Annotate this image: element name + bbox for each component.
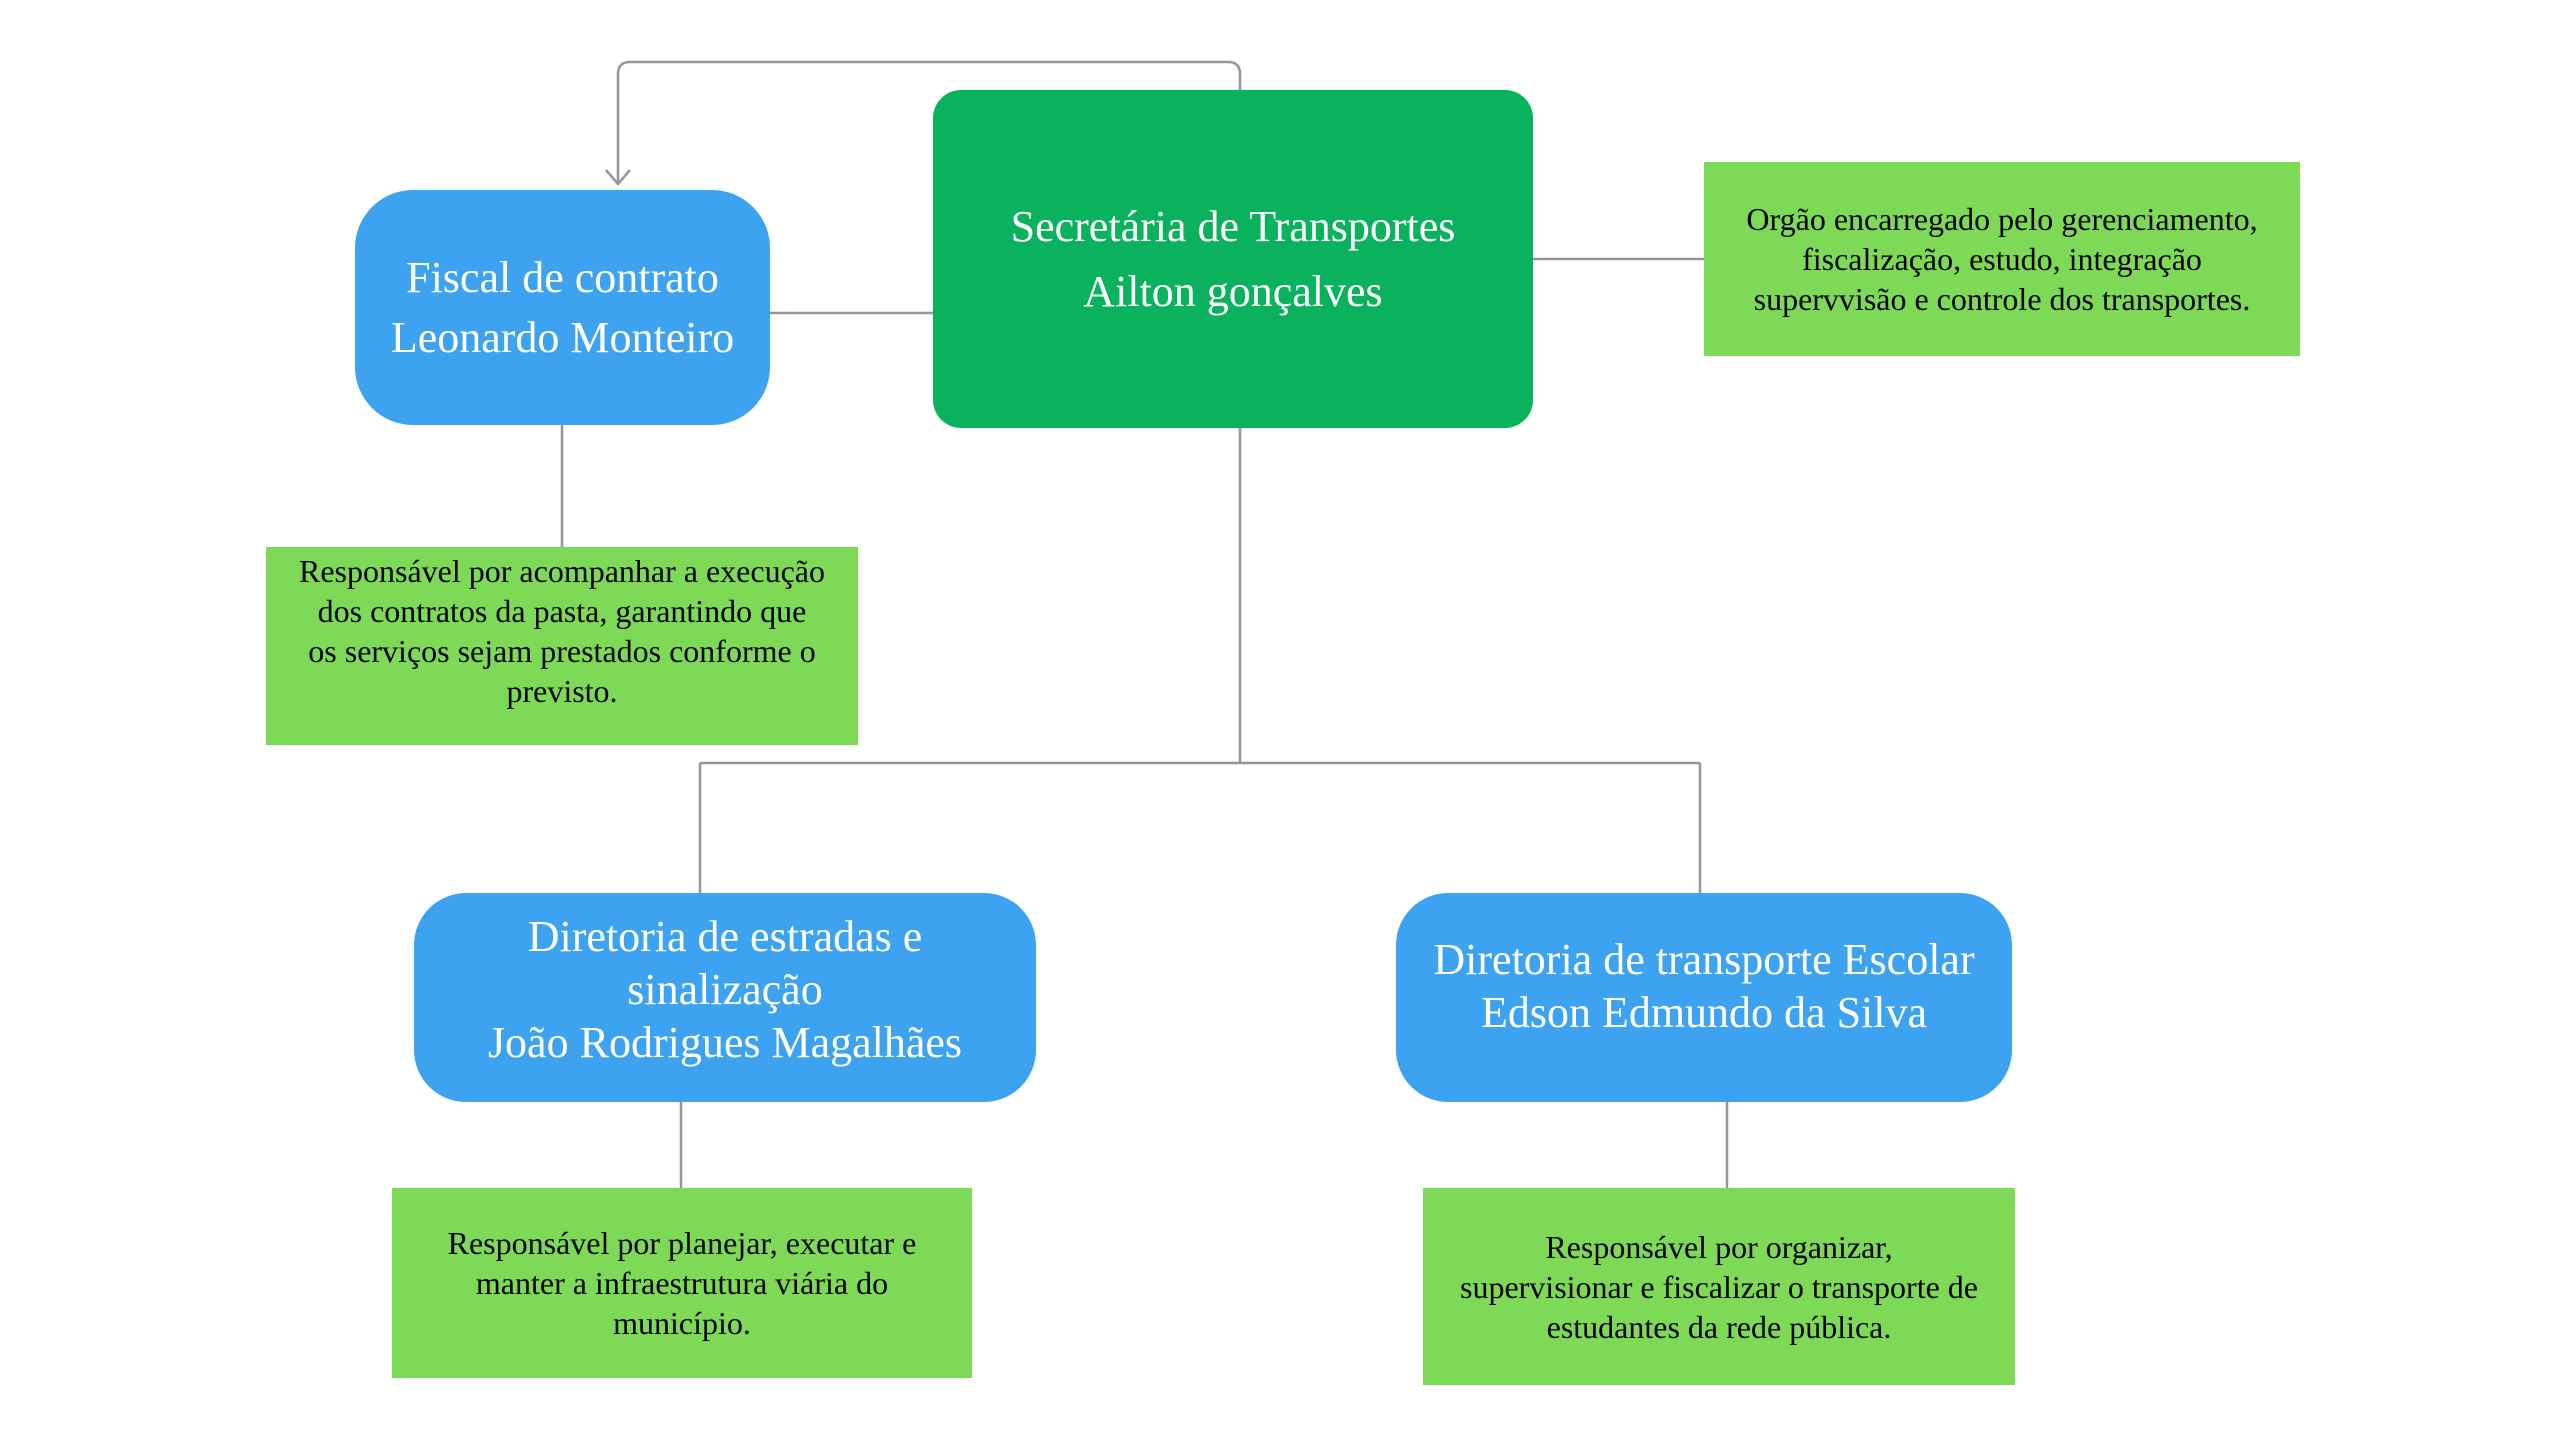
text-line: supervvisão e controle dos transportes. [1753, 281, 2251, 317]
text-line: fiscalização, estudo, integração [1802, 241, 2202, 277]
node-secretaria-de-transportes[interactable] [933, 90, 1533, 428]
text-line: Responsável por organizar, [1545, 1228, 1893, 1265]
text-line: Edson Edmundo da Silva [1480, 987, 1928, 1037]
text-line: Fiscal de contrato [406, 253, 719, 303]
text-line: Diretoria de transporte Escolar [1433, 934, 1975, 984]
note-fiscal-description[interactable] [266, 547, 858, 745]
text-line: os serviços sejam prestados conforme o [308, 633, 816, 669]
node-diretoria-transporte-escolar[interactable] [1396, 893, 2012, 1102]
node-fiscal-de-contrato[interactable] [355, 190, 770, 425]
text-line: Diretoria de estradas e [527, 912, 923, 962]
text-line: previsto. [506, 673, 618, 709]
text-line: manter a infraestrutura viária do [475, 1265, 889, 1301]
text-line: João Rodrigues Magalhães [487, 1017, 963, 1067]
text-line: Secretária de Transportes [1010, 201, 1456, 251]
text-line: município. [613, 1305, 751, 1341]
text-line: Orgão encarregado pelo gerenciamento, [1746, 201, 2258, 237]
text-line: Leonardo Monteiro [390, 312, 735, 362]
text-line: Ailton gonçalves [1083, 267, 1383, 316]
text-line: sinalização [627, 965, 823, 1015]
note-secretaria-description[interactable] [1704, 162, 2300, 356]
text-line: estudantes da rede pública. [1546, 1308, 1892, 1345]
text-line: Responsável por planejar, executar e [447, 1225, 917, 1261]
note-diretoria-estradas-description[interactable] [392, 1188, 972, 1378]
text-line: Responsável por acompanhar a execução [299, 553, 825, 589]
text-line: dos contratos da pasta, garantindo que [317, 593, 807, 629]
text-line: supervisionar e fiscalizar o transporte de [1459, 1268, 1978, 1305]
note-diretoria-escolar-description[interactable] [1423, 1188, 2015, 1385]
node-diretoria-de-estradas[interactable] [414, 893, 1036, 1102]
